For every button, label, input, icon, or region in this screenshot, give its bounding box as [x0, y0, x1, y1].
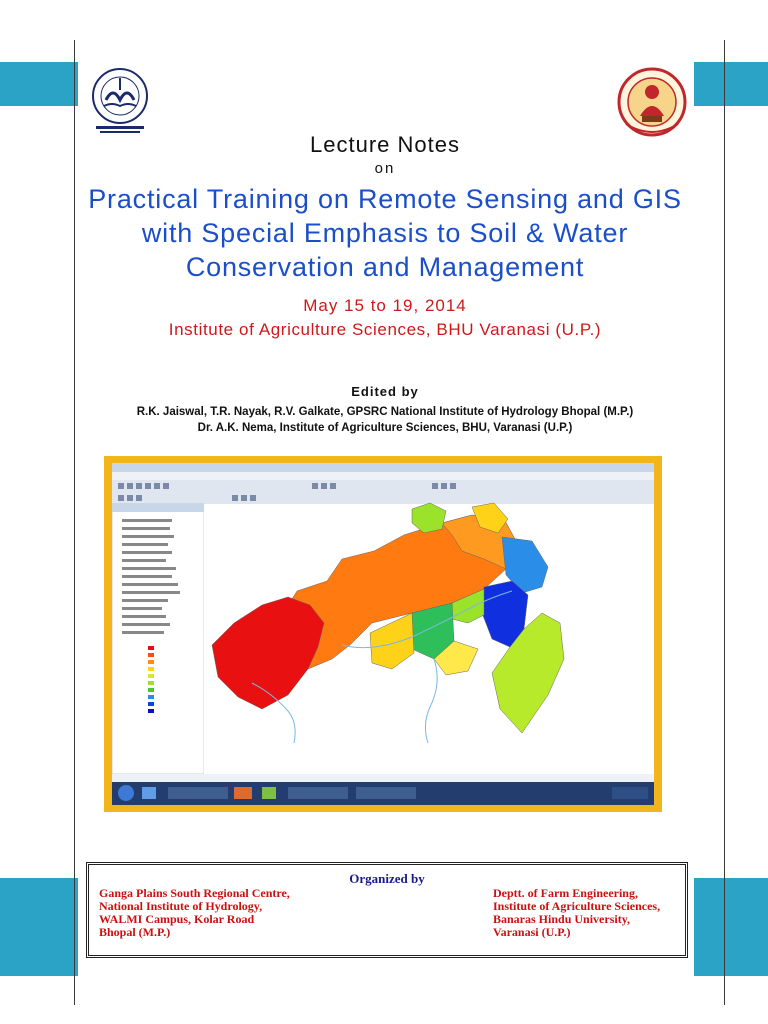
right-vertical-rule	[724, 40, 725, 1005]
bhu-seal-icon	[614, 66, 690, 138]
organizer-right-line-2: Institute of Agriculture Sciences,	[493, 899, 661, 913]
left-vertical-rule	[74, 40, 75, 1005]
editors-line-1: R.K. Jaiswal, T.R. Nayak, R.V. Galkate, GPSRC National Institute of Hydrology Bhopal (M.P.)	[136, 406, 634, 418]
organizer-left-line-1: Ganga Plains South Regional Centre,	[99, 886, 290, 900]
lecture-notes-heading: Lecture Notes	[310, 132, 460, 157]
editors-line-2: Dr. A.K. Nema, Institute of Agriculture Sciences, BHU, Varanasi (U.P.)	[197, 422, 573, 434]
organizer-left	[99, 887, 290, 939]
organized-by-label: Organized by	[349, 871, 425, 886]
course-venue: Institute of Agriculture Sciences, BHU Varanasi (U.P.)	[168, 320, 602, 339]
title-line-3: Conservation and Management	[185, 252, 585, 282]
organizer-right-line-4: Varanasi (U.P.)	[493, 925, 571, 939]
organizer-right-line-3: Banaras Hindu University,	[493, 912, 631, 926]
organizer-right	[493, 887, 660, 939]
organized-by-box	[86, 862, 688, 958]
arcmap-screenshot-icon	[112, 463, 654, 805]
course-dates: May 15 to 19, 2014	[303, 296, 467, 315]
edited-by-label: Edited by	[351, 384, 419, 399]
organizer-right-line-1: Deptt. of Farm Engineering,	[493, 886, 638, 900]
title-line-1: Practical Training on Remote Sensing and GIS	[88, 184, 682, 214]
organizer-left-line-4: Bhopal (M.P.)	[99, 925, 171, 939]
title-line-2: with Special Emphasis to Soil & Water	[141, 218, 629, 248]
gis-screenshot-frame	[104, 456, 662, 812]
organizer-left-line-3: WALMI Campus, Kolar Road	[99, 912, 255, 926]
editors-list	[80, 404, 690, 436]
organizer-left-line-2: National Institute of Hydrology,	[99, 899, 263, 913]
gis-screenshot	[112, 463, 654, 805]
course-title	[80, 182, 690, 284]
nih-logo-icon	[82, 66, 162, 138]
on-label: on	[374, 160, 396, 177]
